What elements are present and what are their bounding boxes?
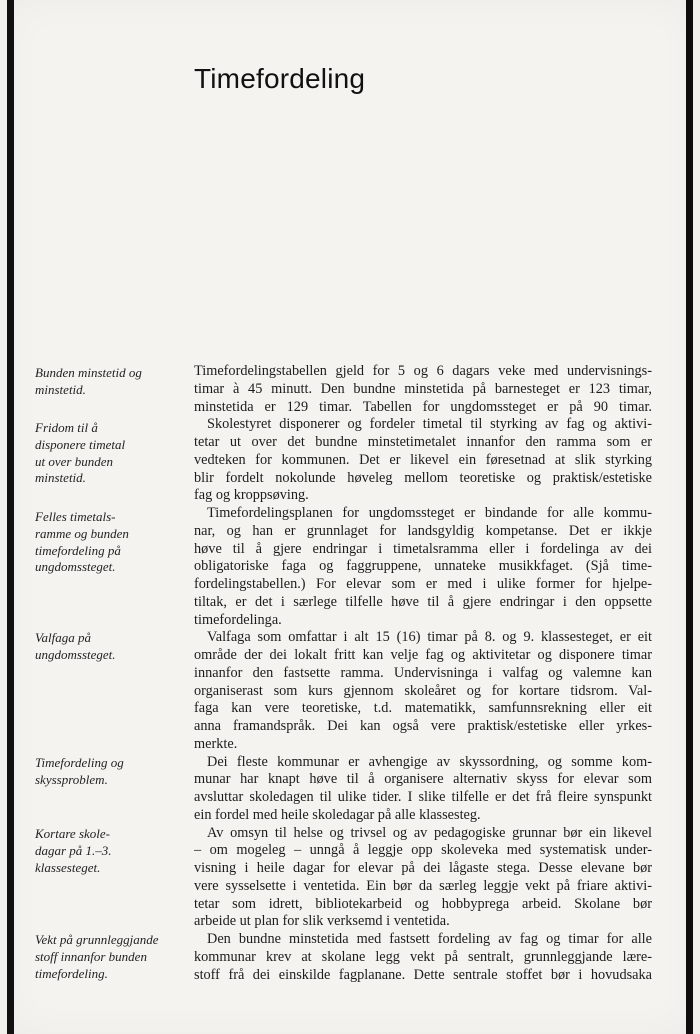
body-text-line: kommunar krev at skolane legg vekt på sentralt, grunnleggjande lære- xyxy=(194,948,652,965)
margin-note-line: Fridom til å xyxy=(35,420,98,435)
body-text-line: nar, og han er grunnlaget for landsgyldig kompetanse. Det er ikkje xyxy=(194,522,652,539)
margin-note-line: timefordeling på xyxy=(35,542,121,558)
margin-note-line: minstetid. xyxy=(35,381,86,397)
body-text-line: visning i heile dagar for elevar på dei lågaste stega. Desse elevane bør xyxy=(194,860,652,876)
margin-note-line: ut over bunden xyxy=(35,453,113,469)
margin-note-line: Kortare skole- xyxy=(35,826,110,841)
margin-note-line: skyssproblem. xyxy=(35,771,108,787)
body-text-line: Valfaga som omfattar i alt 15 (16) timar på 8. og 9. klassesteget, er eit xyxy=(207,629,652,646)
margin-note-line: Valfaga på xyxy=(35,630,91,645)
margin-note-line: ungdomssteget. xyxy=(35,559,116,575)
margin-note-line: timefordeling. xyxy=(35,965,108,981)
margin-note xyxy=(35,932,170,982)
body-text-line: minstetida er 129 timar. Tabellen for ungdomssteget er på 90 timar. xyxy=(194,398,652,415)
page-scan-edge-right xyxy=(686,0,693,1034)
body-text-line: – om mogeleg – unngå å leggje opp skoleveka med systematisk under- xyxy=(194,842,652,859)
body-text-line: høve til å gjere endringar i timetalsramma eller i fordelinga av dei xyxy=(194,540,652,557)
body-text-line: Dei fleste kommunar er avhengige av skyssordning, og somme kom- xyxy=(207,753,652,770)
body-text-line: Timefordelingsplanen for ungdomssteget er bindande for alle kommu- xyxy=(207,505,652,521)
page-scan-edge-left xyxy=(7,0,14,1034)
body-text-line: tiltak, er det i særlege tilfelle høve til å gjere endringar i den oppsette xyxy=(194,593,652,610)
margin-note xyxy=(35,755,170,789)
body-text-line: vedteken for kommunen. Det er likevel ein føresetnad at slik styrking xyxy=(194,451,652,468)
body-text-line: merkte. xyxy=(194,735,238,752)
body-text-line: område der dei lokalt fritt kan velje fag og aktivitetar og disponere timar xyxy=(194,647,652,663)
margin-note-line: stoff innanfor bunden xyxy=(35,948,147,964)
body-text-line: innanfor den fastsette ramma. Undervisninga i valfag og valemne kan xyxy=(194,664,652,681)
body-text-line: stoff frå dei einskilde fagplanane. Dette sentrale stoffet bør i hovudsaka xyxy=(194,966,652,983)
body-text-line: avsluttar skoledagen til ulike tider. I slike tilfelle er det frå fleire synspunkt xyxy=(194,789,652,805)
body-text-line: tetar ut over det bundne minstetimetalet innanfor den ramma som er xyxy=(194,434,652,450)
page-title: Timefordeling xyxy=(194,63,366,94)
margin-note xyxy=(35,365,170,399)
document-page xyxy=(7,0,693,1034)
body-text-line: fordelingstabellen.) For elevar som er med i ulike former for hjelpe- xyxy=(194,576,652,592)
body-text-line: anna framandspråk. Dei kan også vere praktisk/estetiske eller yrkes- xyxy=(194,718,652,734)
body-text-line: Timefordelingstabellen gjeld for 5 og 6 dagars veke med undervisnings- xyxy=(194,363,652,379)
body-text-line: fag og kroppsøving. xyxy=(194,487,309,504)
body-text-line: obligatoriske faga og faggruppene, unnateke musikkfaget. (Sjå time- xyxy=(194,558,652,575)
margin-note xyxy=(35,826,170,876)
body-text-line: Skolestyret disponerer og fordeler timetal til styrking av fag og aktivi- xyxy=(207,416,652,433)
margin-note xyxy=(35,509,170,576)
margin-note-line: ramme og bunden xyxy=(35,525,129,541)
margin-note-line: ungdomssteget. xyxy=(35,646,116,662)
body-text-line: organiserast som kurs gjennom skoleåret og for kortare tidsrom. Val- xyxy=(194,682,652,699)
body-text-line: munar har knapt høve til å organisere alternativ skyss for elevar som xyxy=(194,771,652,788)
margin-note-line: klassesteget. xyxy=(35,859,101,875)
margin-note-line: Vekt på grunnleggjande xyxy=(35,932,159,947)
margin-note-line: Bunden minstetid og xyxy=(35,365,142,380)
margin-note xyxy=(35,420,170,487)
body-text-line: vere sysselsette i ventetida. Ein bør da særleg leggje vekt på friare aktivi- xyxy=(194,877,652,894)
margin-note-line: dagar på 1.–3. xyxy=(35,842,112,858)
body-text-line: tetar som idrett, bibliotekarbeid og hobbyprega arbeid. Skolane bør xyxy=(194,895,652,912)
body-text xyxy=(194,363,652,984)
margin-note-line: disponere timetal xyxy=(35,436,126,452)
body-text-line: timefordelinga. xyxy=(194,611,282,628)
margin-note xyxy=(35,630,170,664)
body-text-line: Den bundne minstetida med fastsett fordeling av fag og timar for alle xyxy=(207,931,652,947)
body-text-line: ein fordel med heile skoledagar på alle klassesteg. xyxy=(194,806,481,823)
margin-note-line: Felles timetals- xyxy=(35,509,116,524)
margin-note-line: Timefordeling og xyxy=(35,755,124,770)
body-text-line: timar à 45 minutt. Den bundne minstetida på barnesteget er 123 timar, xyxy=(194,380,652,397)
body-text-line: Av omsyn til helse og trivsel og av pedagogiske grunnar bør ein likevel xyxy=(207,824,652,841)
body-text-line: blir fordelt nokolunde høveleg mellom teoretiske og praktisk/estetiske xyxy=(194,469,652,486)
body-text-line: faga kan vere teoretiske, t.d. matematikk, samfunnsrekning eller eit xyxy=(194,700,652,717)
body-text-line: arbeide ut plan for slik verksemd i ventetida. xyxy=(194,913,450,930)
margin-note-line: minstetid. xyxy=(35,470,86,486)
